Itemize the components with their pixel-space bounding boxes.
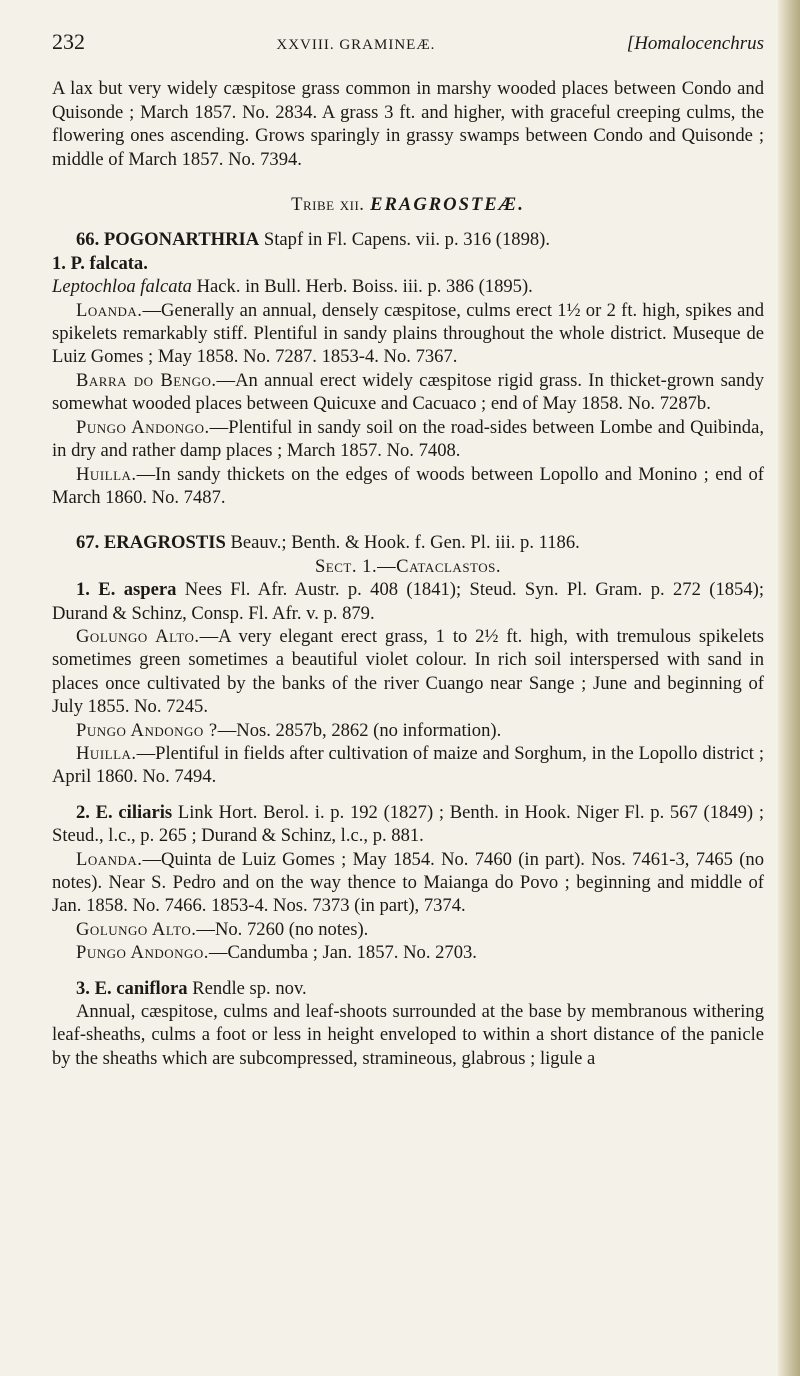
- tribe-heading: [52, 193, 764, 216]
- locality: Barra do Bengo.—An annual erect widely cæspitose rigid grass. In thicket-grown sandy somewhat wooded places between Quicuxe and Cacuaco ; end of May 1858. No. 7287b.: [52, 369, 764, 415]
- locality: Pungo Andongo.—Plentiful in sandy soil on the road-sides between Lombe and Quibinda, in dry and rather damp places ; March 1857. No. 7408.: [52, 416, 764, 462]
- species-description: Annual, cæspitose, culms and leaf-shoots surrounded at the base by membranous withering leaf-sheaths, culms a foot or less in height enveloped to within a short distance of the panicle by the sheaths which are subcompressed, stramineous, glabrous ; ligule a: [52, 1001, 764, 1069]
- locality: Loanda.—Generally an annual, densely cæspitose, culms erect 1½ or 2 ft. high, spikes and spikelets remarkably stiff. Plentiful in sandy plains throughout the whole district. Museque de Luiz Gomes ; May 1858. No. 7287. 1853-4. No. 7367.: [52, 299, 764, 368]
- document-page: [52, 30, 764, 1070]
- locality: Pungo Andongo ?—Nos. 2857b, 2862 (no information).: [76, 719, 502, 741]
- locality: Loanda.—Quinta de Luiz Gomes ; May 1854. No. 7460 (in part). Nos. 7461-3, 7465 (no notes). Near S. Pedro and on the way thence to Maianga do Povo ; beginning and middle of Jan. 1858. No. 7466. 1853-4. Nos. 7373 (in part), 7374.: [52, 848, 764, 917]
- page-edge: [778, 0, 800, 1376]
- species-heading: 1. E. aspera Nees Fl. Afr. Austr. p. 408 (1841); Steud. Syn. Pl. Gram. p. 272 (1854); Durand & Schinz, Consp. Fl. Afr. v. p. 879.: [52, 579, 764, 624]
- intro-paragraph: A lax but very widely cæspitose grass common in marshy wooded places between Condo and Quisonde ; March 1857. No. 2834. A grass 3 ft. and higher, with graceful creeping culms, the flowering ones ascending. Grows sparingly in grassy swamps between Condo and Quisonde ; middle of March 1857. No. 7394.: [52, 78, 764, 170]
- species-heading: 3. E. caniflora Rendle sp. nov.: [76, 977, 307, 999]
- running-right: [Homalocenchrus: [626, 33, 764, 54]
- genus-66-heading: [52, 228, 764, 251]
- section-heading: Sect. 1.—Cataclastos.: [314, 555, 502, 577]
- genus-66-authority: Stapf in Fl. Capens. vii. p. 316 (1898).: [259, 229, 551, 251]
- genus-67-heading: [52, 531, 764, 554]
- synonym: Leptochloa falcata Hack. in Bull. Herb. Boiss. iii. p. 386 (1895).: [52, 276, 533, 298]
- species-1-heading: 1. P. falcata.: [52, 252, 148, 274]
- locality: Golungo Alto.—No. 7260 (no notes).: [76, 918, 369, 940]
- page-header: [52, 30, 764, 57]
- tribe-name: ERAGROSTEÆ.: [370, 194, 525, 216]
- running-title: XXVIII. GRAMINEÆ.: [276, 37, 436, 53]
- genus-66-name: 66. POGONARTHRIA: [76, 229, 260, 251]
- species-heading: 2. E. ciliaris Link Hort. Berol. i. p. 192 (1827) ; Benth. in Hook. Niger Fl. p. 567 (1849) ; Steud., l.c., p. 265 ; Durand & Schinz, l.c., p. 881.: [52, 801, 764, 847]
- locality: Huilla.—Plentiful in fields after cultivation of maize and Sorghum, in the Lopollo district ; April 1860. No. 7494.: [52, 742, 764, 788]
- page-number: 232: [52, 29, 85, 54]
- genus-67-name: 67. ERAGROSTIS: [76, 532, 226, 554]
- locality: Golungo Alto.—A very elegant erect grass, 1 to 2½ ft. high, with tremulous spikelets sometimes green sometimes a beautiful violet colour. In rich soil interspersed with sand in places once cultivated by the banks of the river Cuango near Sange ; June and beginning of July 1855. No. 7245.: [52, 625, 764, 718]
- locality: Pungo Andongo.—Candumba ; Jan. 1857. No. 2703.: [76, 942, 477, 964]
- locality: Huilla.—In sandy thickets on the edges of woods between Lopollo and Monino ; end of March 1860. No. 7487.: [52, 463, 764, 508]
- genus-67-authority: Beauv.; Benth. & Hook. f. Gen. Pl. iii. p. 1186.: [225, 532, 580, 554]
- tribe-label: Tribe xii.: [291, 194, 365, 216]
